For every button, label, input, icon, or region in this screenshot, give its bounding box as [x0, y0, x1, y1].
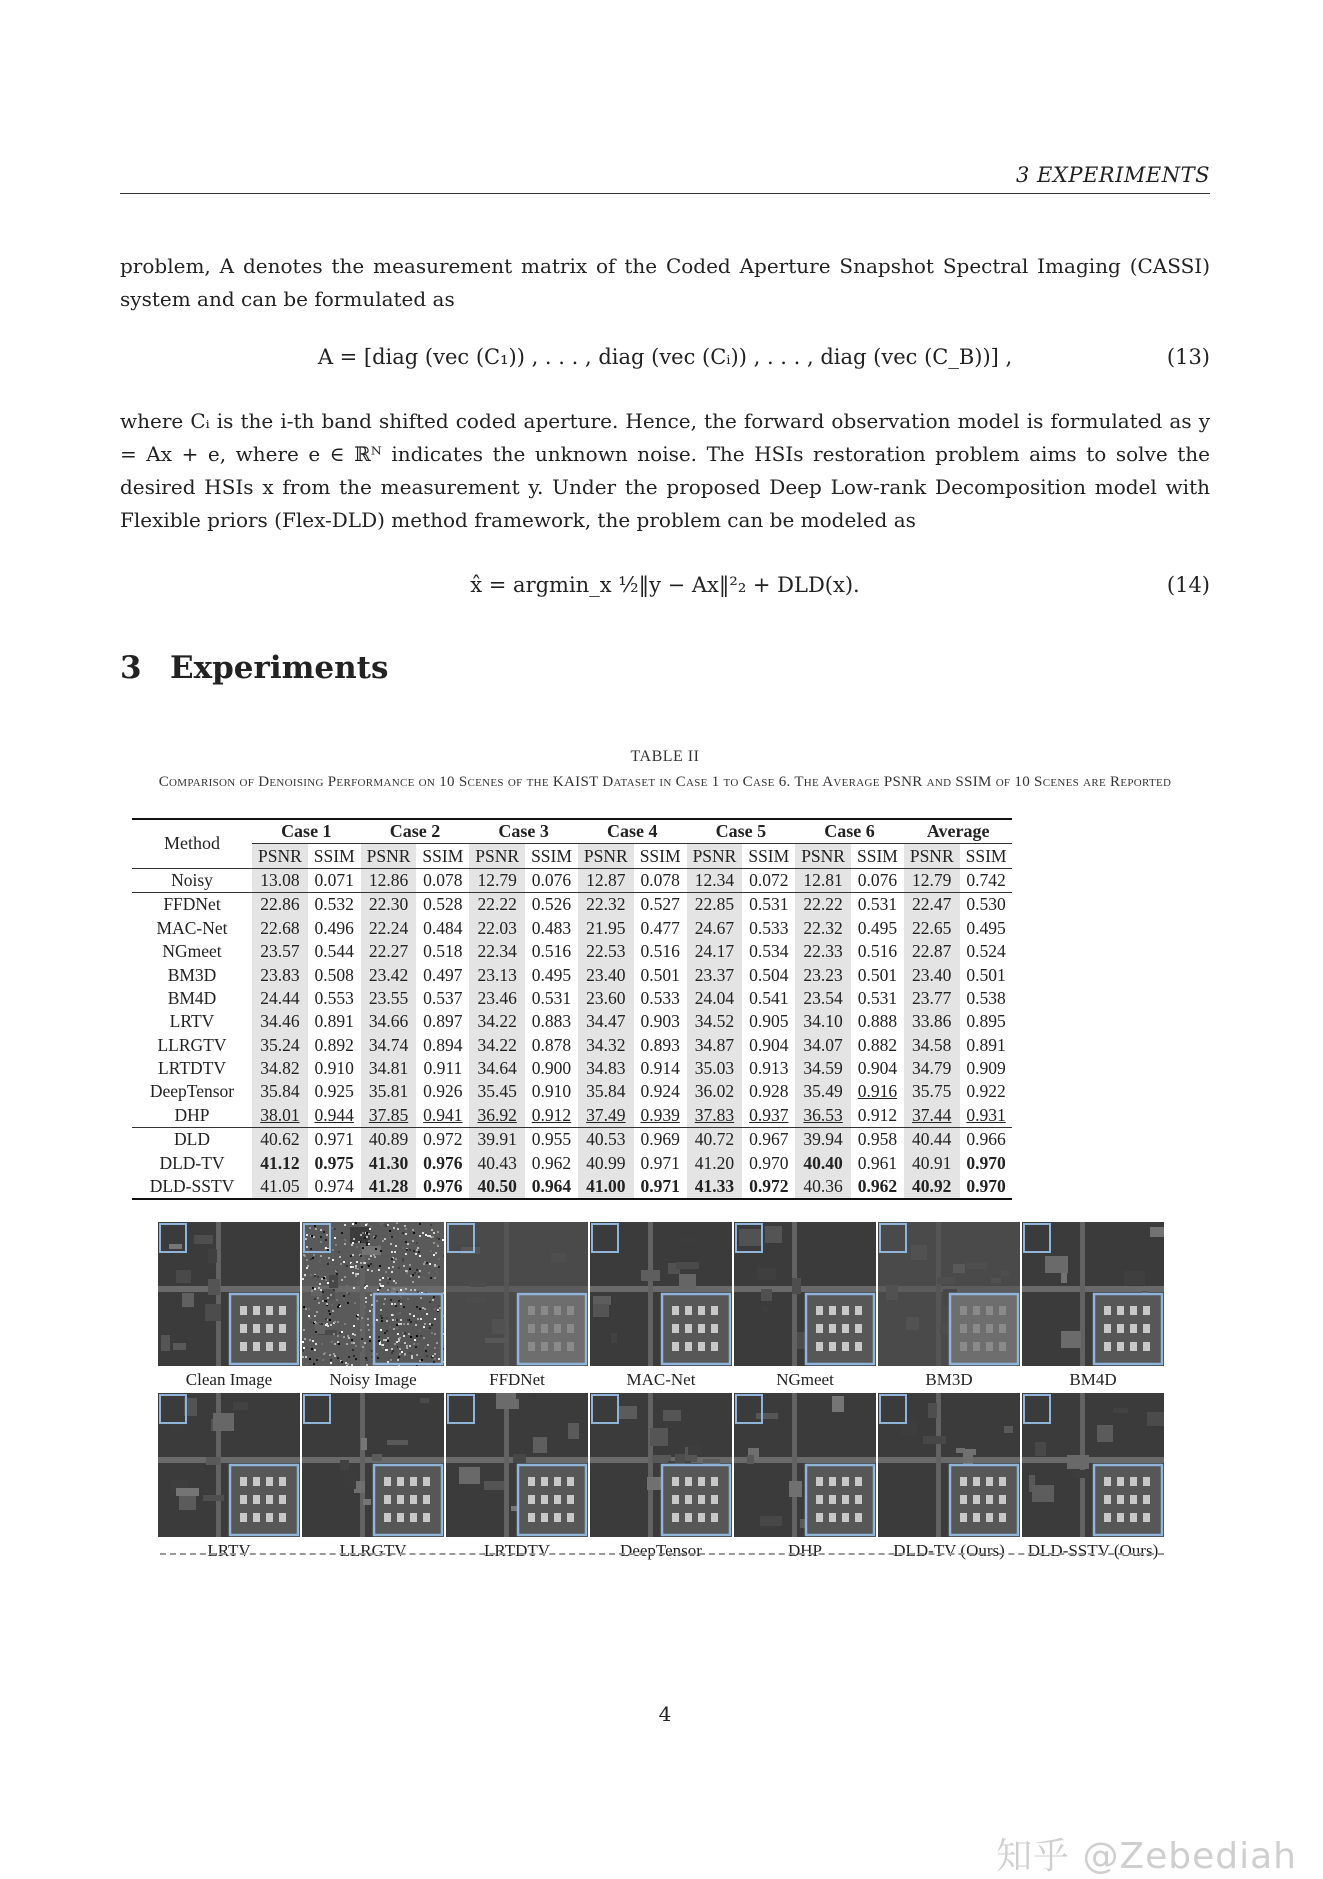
table-cell: 0.926	[423, 1081, 463, 1102]
result-image	[302, 1222, 444, 1366]
table-cell: 0.962	[531, 1152, 572, 1173]
table-cell: 40.92	[904, 1175, 960, 1199]
table-cell: 23.42	[361, 963, 417, 986]
table-cell: 0.531	[857, 987, 898, 1008]
table-cell: 37.83	[687, 1104, 743, 1128]
image-caption: BM4D	[1069, 1370, 1117, 1389]
section-number: 3	[120, 650, 142, 686]
table-cell: 0.072	[742, 868, 795, 892]
table-cell: 0.900	[531, 1058, 572, 1079]
table-cell: 0.528	[423, 894, 463, 915]
table-cell: 0.078	[416, 868, 469, 892]
table-cell: 0.961	[857, 1152, 898, 1173]
table-cell: 12.87	[578, 868, 634, 892]
table-cell: 22.22	[795, 893, 851, 917]
header-case: Average	[904, 819, 1013, 844]
table-cell: 35.49	[795, 1080, 851, 1103]
table-cell: 0.497	[423, 964, 463, 985]
table-cell: 0.937	[742, 1104, 795, 1128]
table-cell: 0.914	[640, 1058, 680, 1079]
paragraph-1: problem, A denotes the measurement matrix of the Coded Aperture Snapshot Spectral Imaging (CASSI) system and can be formulated as	[120, 254, 1210, 311]
table-cell: 0.970	[966, 1152, 1006, 1173]
table-cell: 35.84	[578, 1080, 634, 1103]
table-cell: 0.541	[749, 987, 789, 1008]
table-cell: 0.501	[640, 964, 680, 985]
table-cell: 0.516	[640, 941, 680, 962]
header-case: Case 6	[795, 819, 904, 844]
method-name: DHP	[132, 1104, 252, 1128]
table-cell: 37.49	[578, 1104, 634, 1128]
header-metric: SSIM	[634, 844, 687, 868]
table-cell: 0.518	[423, 941, 463, 962]
table-cell: 40.43	[469, 1151, 525, 1174]
table-row	[132, 1010, 1012, 1033]
method-name: BM4D	[167, 987, 217, 1008]
table-cell: 0.975	[314, 1152, 354, 1173]
header-metric: SSIM	[416, 844, 469, 868]
table-cell: 23.57	[252, 940, 308, 963]
table-cell: 22.34	[469, 940, 525, 963]
method-name: DLD-SSTV	[132, 1175, 252, 1199]
gallery-row2	[158, 1393, 1164, 1560]
table-cell: 0.911	[423, 1058, 463, 1079]
header-metric: PSNR	[578, 844, 634, 868]
table-cell: 0.531	[857, 894, 898, 915]
table-cell: 0.971	[634, 1175, 687, 1199]
table-cell: 0.071	[308, 868, 361, 892]
result-image	[734, 1222, 876, 1366]
table-cell: 22.03	[469, 917, 525, 940]
table-cell: 0.495	[857, 917, 898, 938]
image-caption: LLRGTV	[339, 1541, 407, 1560]
table-cell: 0.893	[640, 1034, 680, 1055]
header-case: Case 1	[252, 819, 361, 844]
table-cell: 34.83	[578, 1057, 634, 1080]
table-cell: 0.925	[314, 1081, 354, 1102]
table-cell: 34.32	[578, 1034, 634, 1057]
table-cell: 0.888	[857, 1011, 898, 1032]
table-cell: 22.47	[904, 893, 960, 917]
table-cell: 0.928	[749, 1081, 789, 1102]
table-cell: 37.85	[361, 1104, 417, 1128]
table-cell: 23.37	[687, 963, 743, 986]
result-image	[878, 1222, 1020, 1366]
table-cell: 41.28	[361, 1175, 417, 1199]
equation-13-number: (13)	[1166, 345, 1210, 369]
section-heading	[120, 650, 388, 686]
table-cell: 22.53	[578, 940, 634, 963]
method-name: NGmeet	[162, 941, 222, 962]
table-cell: 34.22	[469, 1034, 525, 1057]
table-caption	[120, 748, 1210, 792]
equation-14	[120, 573, 1210, 603]
table-cell: 0.974	[308, 1175, 361, 1199]
equation-13-body: A = [diag (vec (C₁)) , . . . , diag (vec (Cᵢ)) , . . . , diag (vec (C_B))] ,	[317, 345, 1013, 369]
table-cell: 22.27	[361, 940, 417, 963]
table-cell: 12.79	[904, 868, 960, 892]
running-header: 3 EXPERIMENTS	[1016, 163, 1210, 187]
table-cell: 0.941	[416, 1104, 469, 1128]
header-metric: SSIM	[960, 844, 1013, 868]
table-cell: 0.530	[966, 894, 1006, 915]
table-cell: 22.68	[252, 917, 308, 940]
table-cell: 0.501	[966, 964, 1006, 985]
table-cell: 22.87	[904, 940, 960, 963]
table-row	[132, 1057, 1012, 1080]
table-cell: 40.91	[904, 1151, 960, 1174]
table-cell: 0.501	[857, 964, 898, 985]
table-cell: 39.91	[469, 1128, 525, 1152]
header-method: Method	[132, 819, 252, 868]
table-cell: 22.22	[469, 893, 525, 917]
table-cell: 34.74	[361, 1034, 417, 1057]
method-name: LRTDTV	[158, 1058, 226, 1079]
table-cell: 0.913	[749, 1058, 789, 1079]
table-cell: 0.931	[960, 1104, 1013, 1128]
table-cell: 23.54	[795, 987, 851, 1010]
watermark: 知乎 @Zebediah	[996, 1836, 1297, 1877]
dashed-divider	[160, 1553, 1164, 1555]
table-cell: 0.971	[314, 1129, 354, 1150]
table-cell: 22.32	[795, 917, 851, 940]
table-cell: 0.903	[640, 1011, 680, 1032]
method-name: DLD-TV	[159, 1152, 225, 1173]
header-metric: SSIM	[308, 844, 361, 868]
table-cell: 21.95	[578, 917, 634, 940]
table-row	[132, 868, 1012, 892]
table-cell: 24.44	[252, 987, 308, 1010]
table-cell: 0.891	[966, 1034, 1006, 1055]
table-cell: 41.30	[361, 1151, 417, 1174]
table-cell: 0.892	[314, 1034, 354, 1055]
table-cell: 40.40	[795, 1151, 851, 1174]
table-cell: 0.964	[525, 1175, 578, 1199]
table-cell: 0.922	[966, 1081, 1006, 1102]
table-cell: 0.531	[749, 894, 789, 915]
result-image	[590, 1393, 732, 1537]
results-table	[132, 818, 1012, 1200]
table-cell: 0.495	[531, 964, 572, 985]
table-cell: 0.544	[314, 941, 354, 962]
table-cell: 0.904	[857, 1058, 898, 1079]
result-image	[590, 1222, 732, 1366]
table-cell: 0.516	[531, 941, 572, 962]
table-cell: 40.53	[578, 1128, 634, 1152]
table-cell: 35.24	[252, 1034, 308, 1057]
header-case: Case 3	[469, 819, 578, 844]
table-description: Comparison of Denoising Performance on 10 Scenes of the KAIST Dataset in Case 1 to Case 6. The Average PSNR and SSIM of 10 Scenes are Reported	[158, 774, 1172, 790]
image-caption: BM3D	[925, 1370, 973, 1389]
table-cell: 0.533	[640, 987, 680, 1008]
table-cell: 0.895	[966, 1011, 1006, 1032]
table-cell: 40.72	[687, 1128, 743, 1152]
table-cell: 0.944	[308, 1104, 361, 1128]
table-cell: 40.89	[361, 1128, 417, 1152]
table-cell: 0.496	[314, 917, 354, 938]
table-cell: 34.58	[904, 1034, 960, 1057]
table-cell: 0.531	[531, 987, 572, 1008]
table-cell: 41.33	[687, 1175, 743, 1199]
table-cell: 0.534	[749, 941, 789, 962]
table-cell: 0.958	[857, 1129, 898, 1150]
table-cell: 34.87	[687, 1034, 743, 1057]
table-cell: 24.04	[687, 987, 743, 1010]
table-cell: 0.972	[742, 1175, 795, 1199]
table-row	[132, 1034, 1012, 1057]
table-cell: 23.46	[469, 987, 525, 1010]
table-row	[132, 940, 1012, 963]
table-cell: 12.79	[469, 868, 525, 892]
table-cell: 34.07	[795, 1034, 851, 1057]
table-cell: 40.99	[578, 1151, 634, 1174]
table-cell: 12.81	[795, 868, 851, 892]
table-cell: 36.53	[795, 1104, 851, 1128]
table-cell: 0.504	[749, 964, 789, 985]
method-name: DLD	[174, 1129, 210, 1150]
table-cell: 24.17	[687, 940, 743, 963]
header-metric: PSNR	[252, 844, 308, 868]
method-name: DeepTensor	[149, 1081, 235, 1102]
table-cell: 12.86	[361, 868, 417, 892]
header-metric: SSIM	[525, 844, 578, 868]
method-name: FFDNet	[163, 894, 221, 915]
table-cell: 0.484	[423, 917, 463, 938]
table-cell: 39.94	[795, 1128, 851, 1152]
header-case: Case 4	[578, 819, 687, 844]
table-cell: 23.13	[469, 963, 525, 986]
table-cell: 34.64	[469, 1057, 525, 1080]
paragraph-2: where Cᵢ is the i-th band shifted coded aperture. Hence, the forward observation model is formulated as y = Ax + e, where e ∈ ℝᴺ indicates the unknown noise. The HSIs restoration problem aims to solve the desired HSIs x from the measurement y. Under the proposed Deep Low-rank Decomposition model with Flexible priors (Flex-DLD) method framework, the problem can be modeled as	[120, 409, 1210, 532]
image-caption: FFDNet	[489, 1370, 545, 1389]
table-cell: 0.891	[314, 1011, 354, 1032]
table-cell: 37.44	[904, 1104, 960, 1128]
table-cell: 41.05	[252, 1175, 308, 1199]
table-cell: 22.65	[904, 917, 960, 940]
header-metric: SSIM	[851, 844, 904, 868]
header-metric: PSNR	[795, 844, 851, 868]
table-cell: 22.86	[252, 893, 308, 917]
table-cell: 34.82	[252, 1057, 308, 1080]
table-cell: 0.882	[857, 1034, 898, 1055]
table-cell: 0.477	[640, 917, 680, 938]
table-cell: 34.81	[361, 1057, 417, 1080]
table-cell: 23.83	[252, 963, 308, 986]
table-cell: 0.970	[749, 1152, 789, 1173]
table-cell: 34.52	[687, 1010, 743, 1033]
table-cell: 0.910	[314, 1058, 354, 1079]
table-cell: 22.85	[687, 893, 743, 917]
table-cell: 33.86	[904, 1010, 960, 1033]
table-cell: 12.34	[687, 868, 743, 892]
image-caption: Clean Image	[185, 1370, 273, 1389]
table-cell: 0.912	[851, 1104, 904, 1128]
table-cell: 0.538	[966, 987, 1006, 1008]
table-row	[132, 963, 1012, 986]
table-cell: 23.23	[795, 963, 851, 986]
table-cell: 0.910	[531, 1081, 572, 1102]
result-image	[1022, 1393, 1164, 1537]
method-name: MAC-Net	[156, 917, 228, 938]
table-row	[132, 1175, 1012, 1199]
table-cell: 0.078	[634, 868, 687, 892]
table-cell: 0.553	[314, 987, 354, 1008]
image-caption: MAC-Net	[626, 1370, 696, 1389]
table-cell: 0.878	[531, 1034, 572, 1055]
table-cell: 35.45	[469, 1080, 525, 1103]
table-cell: 0.905	[749, 1011, 789, 1032]
table-cell: 35.81	[361, 1080, 417, 1103]
table-cell: 0.955	[531, 1129, 572, 1150]
image-caption: NGmeet	[776, 1370, 834, 1389]
table-row	[132, 893, 1012, 917]
table-cell: 41.20	[687, 1151, 743, 1174]
table-cell: 0.970	[960, 1175, 1013, 1199]
result-image	[734, 1393, 876, 1537]
page-number: 4	[658, 1702, 672, 1726]
table-cell: 0.976	[416, 1175, 469, 1199]
table-cell: 0.969	[640, 1129, 680, 1150]
header-metric: PSNR	[904, 844, 960, 868]
table-cell: 0.904	[749, 1034, 789, 1055]
result-image	[158, 1222, 300, 1366]
table-cell: 0.532	[314, 894, 354, 915]
table-cell: 36.92	[469, 1104, 525, 1128]
table-row	[132, 987, 1012, 1010]
table-cell: 0.742	[960, 868, 1013, 892]
method-name: BM3D	[167, 964, 217, 985]
table-cell: 0.527	[640, 894, 680, 915]
table-cell: 23.40	[904, 963, 960, 986]
table-cell: 0.912	[525, 1104, 578, 1128]
table-cell: 24.67	[687, 917, 743, 940]
table-cell: 0.966	[966, 1129, 1006, 1150]
table-row	[132, 1151, 1012, 1174]
table-cell: 34.22	[469, 1010, 525, 1033]
table-cell: 0.971	[640, 1152, 680, 1173]
table-cell: 40.44	[904, 1128, 960, 1152]
table-cell: 34.46	[252, 1010, 308, 1033]
image-caption: DHP	[787, 1541, 822, 1560]
gallery-row1	[158, 1222, 1164, 1389]
table-cell: 0.524	[966, 941, 1006, 962]
table-cell: 23.40	[578, 963, 634, 986]
table-cell: 35.84	[252, 1080, 308, 1103]
header-metric: PSNR	[469, 844, 525, 868]
table-row	[132, 917, 1012, 940]
image-caption: LRTV	[207, 1541, 251, 1560]
table-cell: 0.516	[857, 941, 898, 962]
table-cell: 13.08	[252, 868, 308, 892]
header-metric: SSIM	[742, 844, 795, 868]
table-cell: 0.076	[851, 868, 904, 892]
table-cell: 36.02	[687, 1080, 743, 1103]
table-cell: 38.01	[252, 1104, 308, 1128]
table-cell: 40.50	[469, 1175, 525, 1199]
table-cell: 0.076	[525, 868, 578, 892]
method-name: Noisy	[132, 868, 252, 892]
table-cell: 0.508	[314, 964, 354, 985]
table-row	[132, 1080, 1012, 1103]
table-cell: 34.47	[578, 1010, 634, 1033]
result-image	[1022, 1222, 1164, 1366]
table-cell: 34.79	[904, 1057, 960, 1080]
header-case: Case 2	[361, 819, 470, 844]
result-image	[446, 1393, 588, 1537]
result-image	[878, 1393, 1020, 1537]
table-cell: 41.00	[578, 1175, 634, 1199]
equation-13	[120, 345, 1210, 375]
table-cell: 0.909	[966, 1058, 1006, 1079]
table-cell: 0.533	[749, 917, 789, 938]
table-cell: 0.967	[749, 1129, 789, 1150]
table-cell: 0.972	[423, 1129, 463, 1150]
table-cell: 22.24	[361, 917, 417, 940]
table-cell: 0.537	[423, 987, 463, 1008]
image-caption: DLD-TV (Ours)	[893, 1541, 1005, 1560]
image-caption: DeepTensor	[620, 1541, 702, 1560]
table-cell: 23.77	[904, 987, 960, 1010]
table-cell: 22.30	[361, 893, 417, 917]
table-cell: 40.62	[252, 1128, 308, 1152]
table-cell: 22.32	[578, 893, 634, 917]
image-caption: DLD-SSTV (Ours)	[1027, 1541, 1159, 1560]
table-cell: 0.894	[423, 1034, 463, 1055]
table-cell: 41.12	[252, 1151, 308, 1174]
equation-14-body: x̂ = argmin_x ½‖y − Ax‖²₂ + DLD(x).	[470, 573, 860, 597]
equation-14-number: (14)	[1166, 573, 1210, 597]
table-cell: 0.939	[634, 1104, 687, 1128]
result-image	[158, 1393, 300, 1537]
table-cell: 40.36	[795, 1175, 851, 1199]
table-cell: 22.33	[795, 940, 851, 963]
table-cell: 34.66	[361, 1010, 417, 1033]
table-cell: 0.883	[531, 1011, 572, 1032]
method-name: LLRGTV	[157, 1034, 227, 1055]
table-cell: 0.526	[531, 894, 572, 915]
table-title: TABLE II	[630, 748, 700, 765]
header-metric: PSNR	[687, 844, 743, 868]
table-cell: 23.60	[578, 987, 634, 1010]
image-caption: LRTDTV	[483, 1541, 551, 1560]
table-row	[132, 1128, 1012, 1152]
table-cell: 0.962	[851, 1175, 904, 1199]
header-case: Case 5	[687, 819, 796, 844]
image-caption: Noisy Image	[329, 1370, 417, 1389]
result-image	[446, 1222, 588, 1366]
table-cell: 0.924	[640, 1081, 680, 1102]
table-cell: 0.916	[857, 1081, 898, 1102]
table-cell: 35.75	[904, 1080, 960, 1103]
table-row	[132, 1104, 1012, 1128]
header-rule	[120, 193, 1210, 194]
table-cell: 0.976	[423, 1152, 463, 1173]
table-cell: 23.55	[361, 987, 417, 1010]
table-cell: 0.483	[531, 917, 572, 938]
table-cell: 0.495	[966, 917, 1006, 938]
table-cell: 35.03	[687, 1057, 743, 1080]
table-cell: 34.10	[795, 1010, 851, 1033]
method-name: LRTV	[169, 1011, 215, 1032]
section-title: Experiments	[170, 650, 389, 686]
table-cell: 34.59	[795, 1057, 851, 1080]
header-metric: PSNR	[361, 844, 417, 868]
result-image	[302, 1393, 444, 1537]
table-cell: 0.897	[423, 1011, 463, 1032]
